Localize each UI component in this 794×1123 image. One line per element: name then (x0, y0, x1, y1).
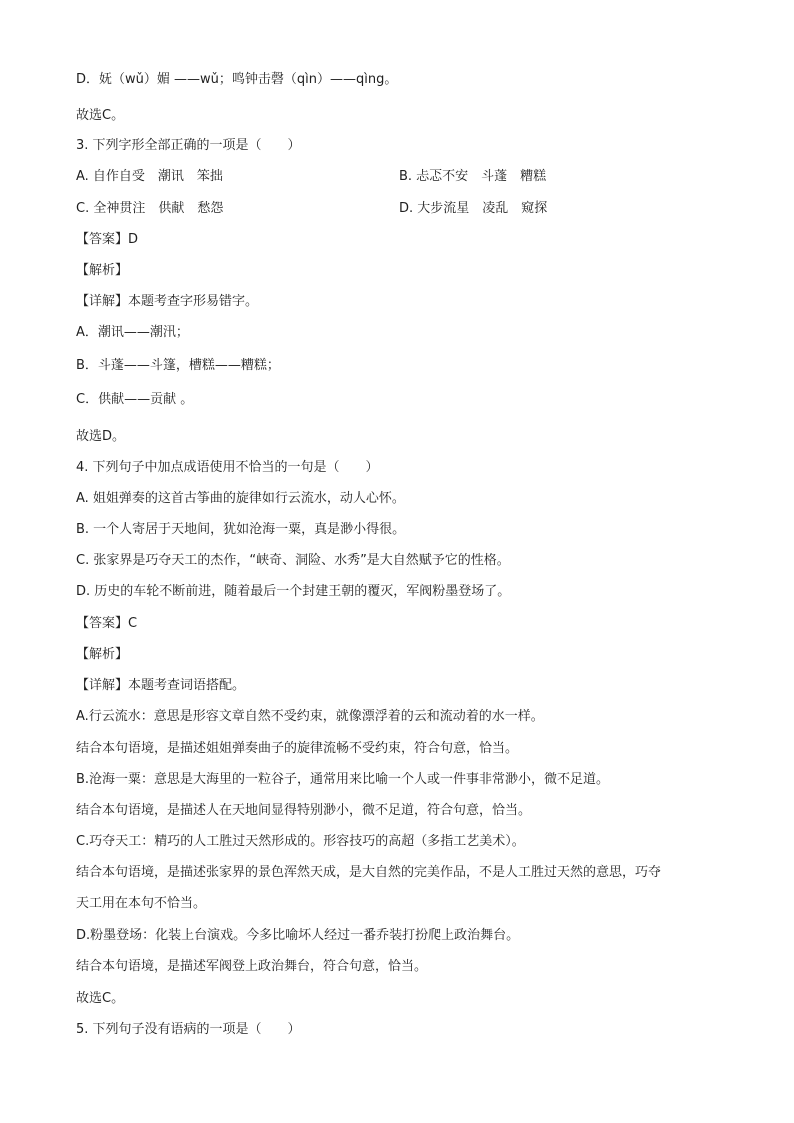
q4-line: D.粉墨登场：化装上台演戏。今多比喻坏人经过一番乔装打扮爬上政治舞台。 (76, 928, 520, 943)
q2-choose: 故选C。 (76, 108, 125, 123)
q4-line: 结合本句语境，是描述张家界的景色浑然天成，是大自然的完美作品，不是人工胜过天然的意思，巧夺 (76, 865, 662, 880)
q3-option-c: C. 全神贯注 供献 愁怨 (76, 201, 224, 216)
q4-analysis-label: 【解析】 (76, 647, 129, 662)
q4-line: 结合本句语境，是描述人在天地间显得特别渺小，微不足道，符合句意，恰当。 (76, 803, 532, 818)
q3-analysis-label: 【解析】 (76, 263, 129, 278)
q4-option-d: D. 历史的车轮不断前进，随着最后一个封建王朝的覆灭，军阀粉墨登场了。 (76, 584, 511, 599)
q4-line: 结合本句语境，是描述军阀登上政治舞台，符合句意，恰当。 (76, 959, 428, 974)
q5-stem: 5. 下列句子没有语病的一项是（ ） (76, 1022, 301, 1037)
q4-answer: 【答案】C (76, 616, 138, 631)
q3-line: C．供献——贡献 。 (76, 392, 194, 407)
q2-option-d: D．妩（wǔ）媚 ——wǔ；鸣钟击磬（qìn）——qìng。 (76, 72, 398, 87)
q4-choose: 故选C。 (76, 991, 125, 1006)
q3-option-d: D. 大步流星 凌乱 窥探 (399, 201, 548, 216)
q3-choose: 故选D。 (76, 429, 126, 444)
q3-line: A．潮讯——潮汛； (76, 325, 189, 340)
q3-option-b: B. 忐忑不安 斗蓬 糟糕 (399, 169, 547, 184)
q3-option-a: A. 自作自受 潮讯 笨拙 (76, 169, 223, 184)
q4-line: A.行云流水：意思是形容文章自然不受约束，就像漂浮着的云和流动着的水一样。 (76, 709, 544, 724)
q4-option-a: A. 姐姐弹奏的这首古筝曲的旋律如行云流水，动人心怀。 (76, 491, 405, 506)
q4-line: B.沧海一粟：意思是大海里的一粒谷子，通常用来比喻一个人或一件事非常渺小，微不足道。 (76, 772, 610, 787)
q4-line: 结合本句语境，是描述姐姐弹奏曲子的旋律流畅不受约束，符合句意，恰当。 (76, 741, 519, 756)
q3-answer: 【答案】D (76, 232, 139, 247)
q4-line: 天工用在本句不恰当。 (76, 896, 207, 911)
q3-stem: 3. 下列字形全部正确的一项是（ ） (76, 138, 301, 153)
q4-option-c: C. 张家界是巧夺天工的杰作，“峡奇、洞险、水秀”是大自然赋予它的性格。 (76, 553, 510, 568)
q4-stem: 4. 下列句子中加点成语使用不恰当的一句是（ ） (76, 460, 379, 475)
q4-line: C.巧夺天工：精巧的人工胜过天然形成的。形容技巧的高超（多指工艺美术）。 (76, 834, 525, 849)
q3-detail: 【详解】本题考查字形易错字。 (76, 294, 259, 309)
q4-detail: 【详解】本题考查词语搭配。 (76, 678, 246, 693)
q4-option-b: B. 一个人寄居于天地间，犹如沧海一粟，真是渺小得很。 (76, 522, 406, 537)
q3-line: B．斗蓬——斗篷，槽糕——糟糕； (76, 358, 280, 373)
